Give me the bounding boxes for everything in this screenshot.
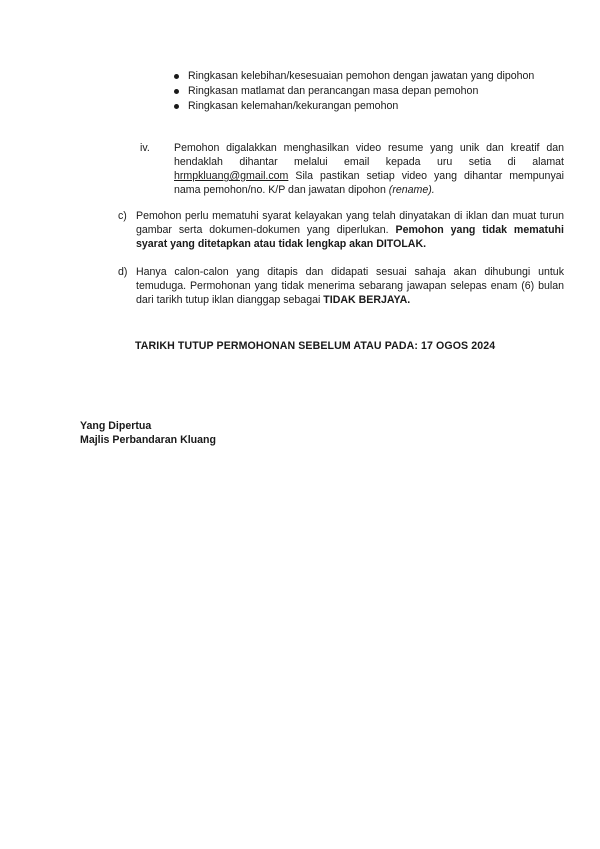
item-c-text (136, 209, 564, 251)
item-d-text (136, 265, 564, 307)
closing-date: TARIKH TUTUP PERMOHONAN SEBELUM ATAU PADA: 17 OGOS 2024 (135, 340, 496, 352)
bullet-dot-icon (174, 104, 179, 109)
email-link[interactable]: hrmpkluang@gmail.com (174, 170, 289, 182)
item-iv-text-before-email: Pemohon digalakkan menghasilkan video resume yang unik dan kreatif dan hendaklah dihantar melalui email kepada uru setia di alamat (174, 142, 564, 168)
bullet-text: Ringkasan kelemahan/kekurangan pemohon (188, 100, 399, 112)
bullet-dot-icon (174, 74, 179, 79)
bullet-text: Ringkasan kelebihan/kesesuaian pemohon dengan jawatan yang dipohon (188, 70, 535, 82)
list-item (172, 84, 562, 98)
item-c (118, 209, 564, 251)
item-number: iv. (140, 142, 150, 154)
bullet-list (172, 69, 562, 114)
item-letter: d) (118, 266, 128, 278)
signature-title: Yang Dipertua (80, 420, 152, 432)
item-c-text-normal: Pemohon perlu mematuhi syarat kelayakan yang telah dinyatakan di iklan dan muat turun gambar serta dokumen-dokumen yang diperlukan. (136, 210, 564, 236)
item-c-text-bold: Pemohon yang tidak mematuhi syarat yang ditetapkan atau tidak lengkap akan DITOLAK. (136, 224, 564, 250)
item-d-text-bold: TIDAK BERJAYA. (323, 294, 411, 306)
item-iv (140, 141, 564, 197)
bullet-dot-icon (174, 89, 179, 94)
item-d-text-normal: Hanya calon-calon yang ditapis dan didapati sesuai sahaja akan dihubungi untuk temuduga. Permohonan yang tidak menerima sebarang jawapan selepas enam (6) bulan dari tarikh tutup iklan dianggap sebagai (136, 266, 564, 306)
list-item (172, 99, 562, 113)
signature-organization: Majlis Perbandaran Kluang (80, 434, 216, 446)
list-item (172, 69, 562, 83)
bullet-text: Ringkasan matlamat dan perancangan masa depan pemohon (188, 85, 479, 97)
item-iv-text-after-email: Sila pastikan setiap video yang dihantar mempunyai nama pemohon/no. K/P dan jawatan dipohon (174, 170, 564, 196)
item-iv-text (174, 141, 564, 197)
item-d (118, 265, 564, 307)
item-letter: c) (118, 210, 127, 222)
rename-note: (rename). (388, 184, 435, 196)
signature-block (80, 419, 216, 447)
